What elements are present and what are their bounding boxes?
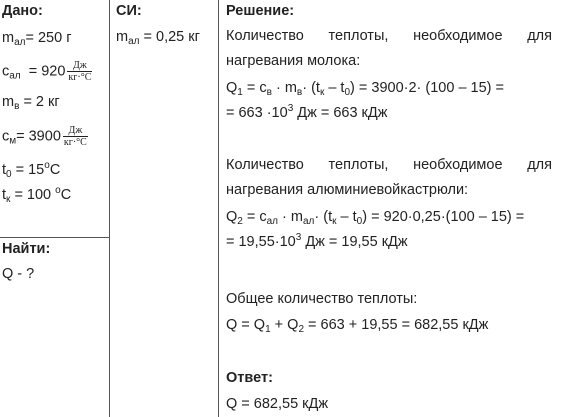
given-tk: $t_к = 100$ $^o$C (2, 185, 72, 205)
si-m-al: $m_{ал} = 0,25$ кг (116, 29, 200, 47)
solution-header: Решение: (226, 3, 295, 19)
si-header: СИ: (116, 3, 142, 19)
solution-p1-line1: Количество теплоты, необходимое для (226, 28, 552, 44)
find-header: Найти: (2, 241, 51, 257)
divider-given-si (109, 0, 110, 417)
unit-fraction: $\frac{Дж}{кг\cdot^\circ С}$ (68, 60, 92, 83)
given-t0: $t_0 = 15^oC$ (2, 160, 61, 180)
solution-p1-line2: нагревания молока: (226, 53, 361, 69)
formula-q2: $Q_2 = c_{ал} \cdot m_{ал}\cdot (t_к - t_0) = 920\cdot 0,25\cdot(100 - 15)$ = (226, 209, 525, 227)
given-m-al: $m_{ал}= 250$ г (2, 30, 72, 48)
formula-q1: $Q_1 = c_в \cdot m_в\cdot (t_к - t_0) = 3900\cdot 2\cdot (100 - 15)$ = (226, 80, 504, 98)
result-q2: = $19,55\cdot 10^3$ Дж = 19,55 кДж (226, 232, 408, 250)
given-header: Дано: (2, 3, 43, 19)
solution-p2-line2: нагревания алюминиевойкастрюли: (226, 182, 469, 198)
formula-total: $Q = Q_1 + Q_2 = 663 + 19,55 = 682,55$ кДж (226, 317, 489, 335)
result-q1: = $663 \cdot 10^3$ Дж = 663 кДж (226, 103, 388, 121)
given-m-v: $m_в = 2$ кг (2, 94, 60, 112)
divider-given-find (0, 237, 109, 238)
unit-fraction: $\frac{Дж}{кг\cdot^\circ С}$ (63, 125, 87, 148)
divider-si-solution (218, 0, 219, 417)
given-c-m: $c_м= 3900$ $\frac{Дж}{кг\cdot^\circ С}$ (2, 125, 87, 148)
answer-value: Q = 682,55 кДж (226, 396, 329, 412)
solution-p2-line1: Количество теплоты, необходимое для (226, 157, 552, 173)
given-c-al: $c_{ал} = 920$ $\frac{Дж}{кг\cdot^\circ С}$ (2, 60, 92, 83)
find-q: Q - ? (2, 266, 35, 282)
answer-header: Ответ: (226, 370, 273, 386)
total-label: Общее количество теплоты: (226, 291, 418, 307)
